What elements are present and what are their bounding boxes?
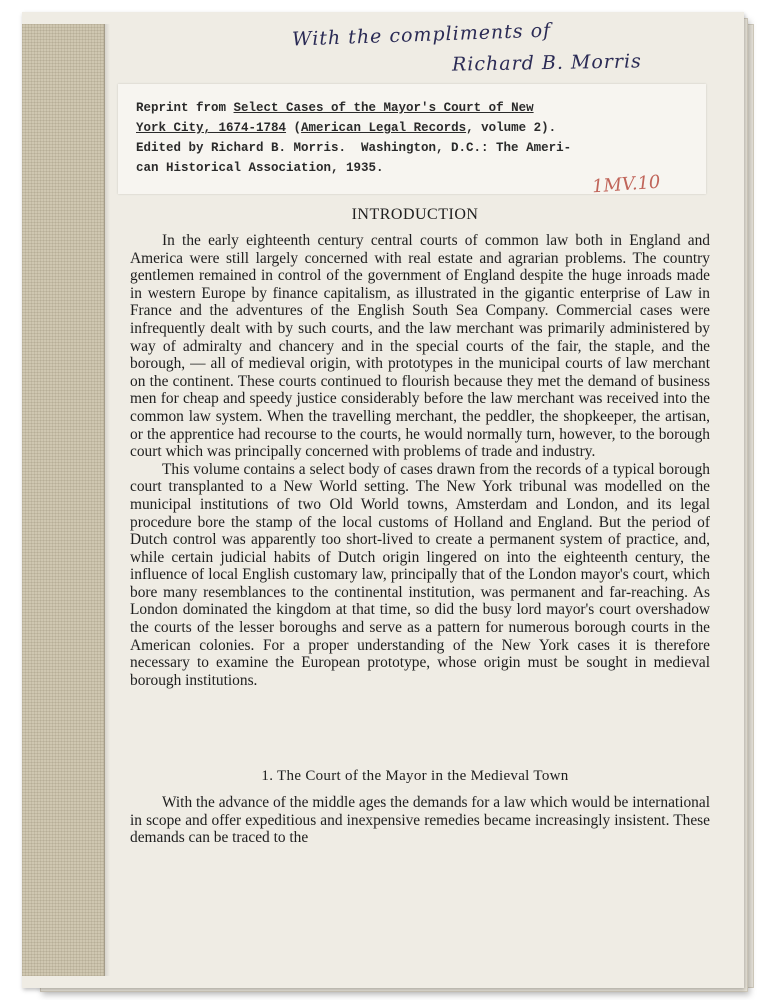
reprint-notice xyxy=(136,98,696,178)
paragraph: This volume contains a select body of cases drawn from the records of a typical borough court transplanted to a New World setting. The New York tribunal was modelled on the municipal institutions of two Old World towns, Amsterdam and London, and its legal procedure bore the stamp of the local customs of Holland and England. But the period of Dutch control was apparently too short-lived to create a permanent system of practice, and, while certain judicial habits of Dutch origin lingered on into the eighteenth century, the influence of local English customary law, principally that of the London mayor's court, which bore many resemblances to the continental institution, was permanent and far-reaching. As London dominated the kingdom at that time, so did the busy lord mayor's court overshadow the courts of the lesser boroughs and serve as a pattern for numerous borough courts in the American colonies. For a proper understanding of the New York cases it is therefore necessary to examine the European prototype, whose origin must be sought in medieval borough institutions. xyxy=(130,460,710,689)
reprint-editor: Edited by Richard B. Morris. Washington, D.C.: The Ameri- xyxy=(136,141,572,155)
inscription-line: With the compliments of xyxy=(291,19,552,51)
reprint-title: Select Cases of the Mayor's Court of New xyxy=(233,101,534,115)
handwritten-inscription xyxy=(292,18,692,78)
inscription-signature: Richard B. Morris xyxy=(451,50,642,76)
reprint-text: , volume 2). xyxy=(466,121,557,135)
paragraph: In the early eighteenth century central courts of common law both in England and America were still largely concerned with real estate and agrarian problems. The country gentlemen remained in control of the government of England despite the huge inroads made in western Europe by finance capitalism, as illustrated in the gigantic enterprise of Law in France and the adventures of the English South Sea Company. Commercial cases were infrequently dealt with by such courts, and the law merchant was primarily administered by way of admiralty and chancery and in the special courts of the fair, the staple, and the borough, — all of medieval origin, with prototypes in the municipal courts of law merchant on the continent. These courts continued to flourish because they met the demand of business men for cheap and speedy justice considerably before the law merchant was received into the common law system. When the travelling merchant, the peddler, the shopkeeper, the artisan, or the apprentice had recourse to the courts, he would normally turn, however, to the borough court which was principally concerned with problems of trade and industry. xyxy=(130,232,710,461)
reprint-series: American Legal Records xyxy=(301,121,467,135)
reprint-publisher: can Historical Association, 1935. xyxy=(136,161,384,175)
cloth-binding-strip xyxy=(22,24,105,976)
reprint-title: York City, 1674-1784 xyxy=(136,121,287,135)
section-body xyxy=(130,794,710,847)
introduction-body xyxy=(130,232,710,689)
reprint-text: Reprint from xyxy=(136,101,234,115)
paragraph: With the advance of the middle ages the demands for a law which would be international in scope and offer expeditious and inexpensive remedies became increasingly insistent. These demands can be traced to the xyxy=(130,794,710,847)
page-heading: INTRODUCTION xyxy=(351,206,479,223)
section-heading: 1. The Court of the Mayor in the Medieval Town xyxy=(261,768,569,784)
pencil-note: 1MV.10 xyxy=(591,171,662,198)
reprint-text: ( xyxy=(286,121,302,135)
